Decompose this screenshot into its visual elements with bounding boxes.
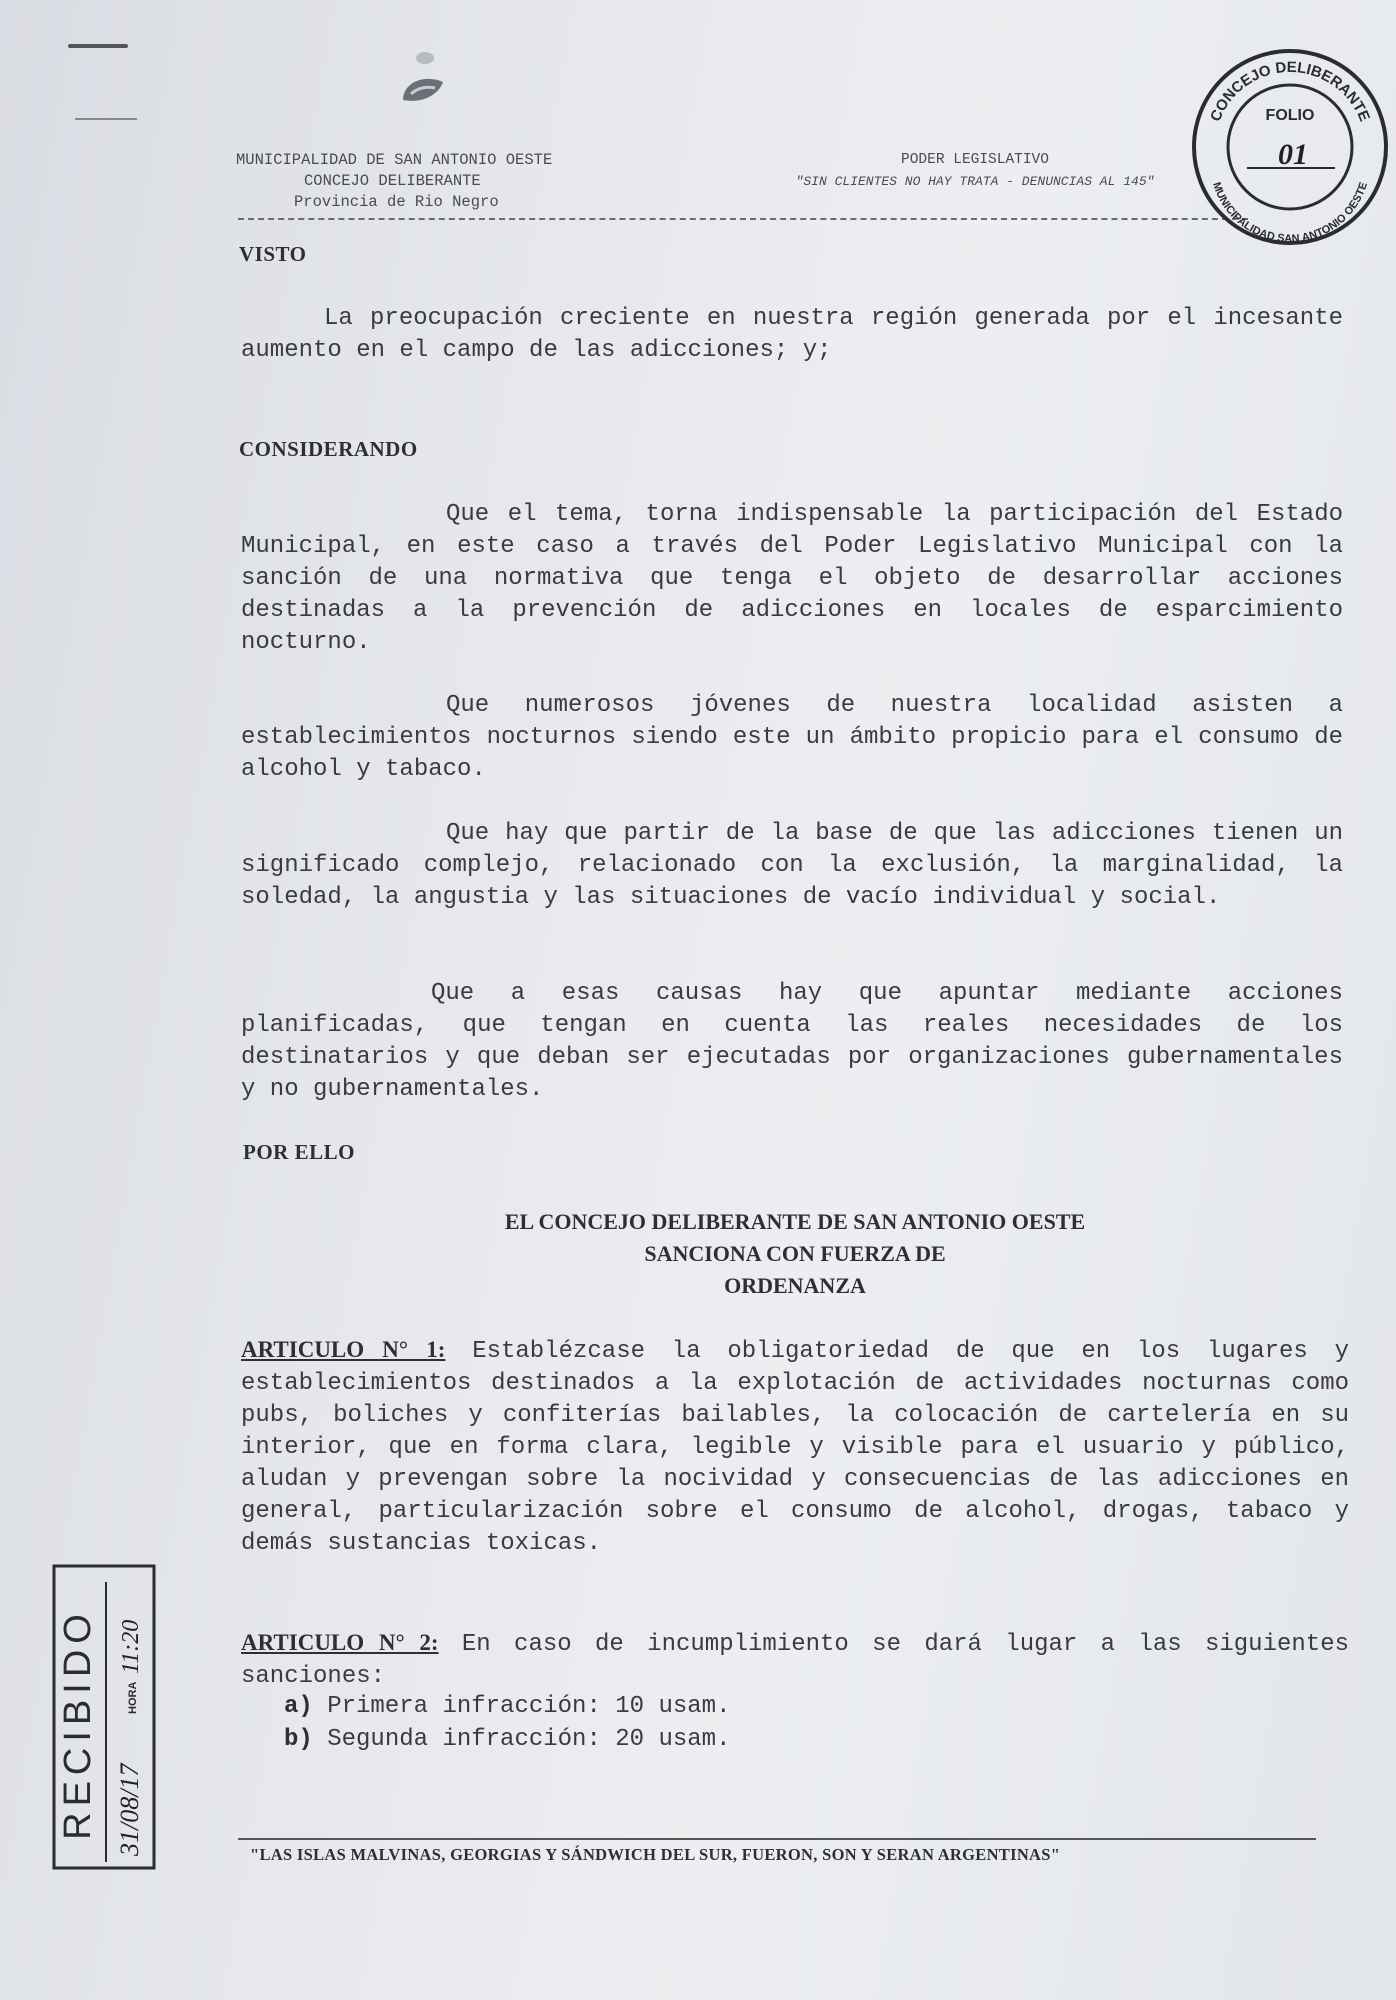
list-item-letter: b) — [284, 1726, 313, 1753]
municipal-logo — [395, 48, 455, 118]
header-legislative — [795, 150, 1155, 192]
considerando-paragraph: Que a esas causas hay que apuntar mediante acciones planificadas, que tengan en cuenta las reales necesidades de los destinatarios y que deban ser ejecutadas por organizaciones gubernamentales y no gubernamentales. — [241, 980, 1343, 1103]
articulo-2-text: En caso de incumplimiento se dará lugar a las siguientes sanciones: — [241, 1631, 1349, 1690]
header-right-title: PODER LEGISLATIVO — [901, 152, 1049, 168]
folio-stamp — [1185, 42, 1395, 252]
considerando-title: CONSIDERANDO — [239, 437, 418, 461]
header-divider — [238, 218, 1248, 220]
por-ello-title: POR ELLO — [243, 1140, 355, 1164]
scribble-mark — [68, 44, 128, 48]
svg-text:MUNICIPALIDAD SAN ANTONIO OEST — [1210, 181, 1370, 245]
folio-ring-bottom: MUNICIPALIDAD SAN ANTONIO OESTE — [1209, 180, 1370, 246]
articulo-1-text: Establézcase la obligatoriedad de que en los lugares y establecimientos destinados a la explotación de actividades nocturnas como pubs, boliches y confiterías bailables, la colocación de cartelería en su interior, que en forma clara, legible y visible para el usuario y público, aludan y prevengan sobre la nocividad y consecuencias de las adicciones en general, particularización sobre el consumo de alcohol, drogas, tabaco y demás sustancias toxicas. — [241, 1338, 1349, 1557]
folio-label: FOLIO — [1265, 107, 1315, 124]
list-item-text: Primera infracción: 10 usam. — [327, 1693, 731, 1720]
recibido-stamp — [50, 1562, 160, 1874]
recibido-hora-label: HORA — [127, 1681, 139, 1714]
sanciona-line: EL CONCEJO DELIBERANTE DE SAN ANTONIO OESTE — [504, 1209, 1086, 1234]
articulo-2-label: ARTICULO N° 2: — [241, 1630, 439, 1655]
footer-motto: "LAS ISLAS MALVINAS, GEORGIAS Y SÁNDWICH DEL SUR, FUERON, SON Y SERAN ARGENTINAS" — [250, 1845, 1061, 1864]
header-slogan: "SIN CLIENTES NO HAY TRATA - DENUNCIAS AL 145" — [795, 174, 1155, 189]
recibido-date: 31/08/17 — [115, 1763, 144, 1856]
folio-ring-top: CONCEJO DELIBERANTE — [1207, 58, 1373, 124]
articulo-1 — [241, 1334, 1349, 1560]
header-line: CONCEJO DELIBERANTE — [304, 172, 481, 190]
folio-number: 01 — [1278, 138, 1308, 171]
recibido-hora: 11:20 — [118, 1619, 144, 1674]
list-item — [284, 1724, 730, 1756]
considerando-paragraph: Que numerosos jóvenes de nuestra localidad asisten a establecimientos nocturnos siendo este un ámbito propicio para el consumo de alcohol y tabaco. — [241, 692, 1343, 783]
considerando-paragraph: Que hay que partir de la base de que las adicciones tienen un significado complejo, relacionado con la exclusión, la marginalidad, la soledad, la angustia y las situaciones de vacío individual y social. — [241, 820, 1343, 911]
header-line: MUNICIPALIDAD DE SAN ANTONIO OESTE — [236, 151, 553, 169]
list-item-letter: a) — [284, 1693, 313, 1720]
recibido-word: RECIBIDO — [57, 1608, 99, 1840]
header-municipality — [236, 150, 552, 213]
sanciona-line: SANCIONA CON FUERZA DE — [644, 1241, 946, 1266]
list-item — [284, 1691, 730, 1723]
scribble-mark — [75, 118, 137, 120]
sanciona-line: ORDENANZA — [724, 1273, 866, 1298]
visto-title: VISTO — [239, 242, 307, 266]
header-line: Provincia de Rio Negro — [294, 193, 499, 211]
considerando-paragraph: Que el tema, torna indispensable la participación del Estado Municipal, en este caso a través del Poder Legislativo Municipal con la sanción de una normativa que tenga el objeto de desarrollar acciones destinadas a la prevención de adicciones en locales de esparcimiento nocturno. — [241, 501, 1343, 656]
articulo-2 — [241, 1627, 1349, 1693]
sanciona-heading — [340, 1206, 1250, 1302]
visto-paragraph: La preocupación creciente en nuestra región generada por el incesante aumento en el campo de las adicciones; y; — [241, 305, 1343, 364]
footer-divider — [238, 1838, 1316, 1840]
list-item-text: Segunda infracción: 20 usam. — [327, 1726, 731, 1753]
articulo-1-label: ARTICULO N° 1: — [241, 1337, 446, 1362]
